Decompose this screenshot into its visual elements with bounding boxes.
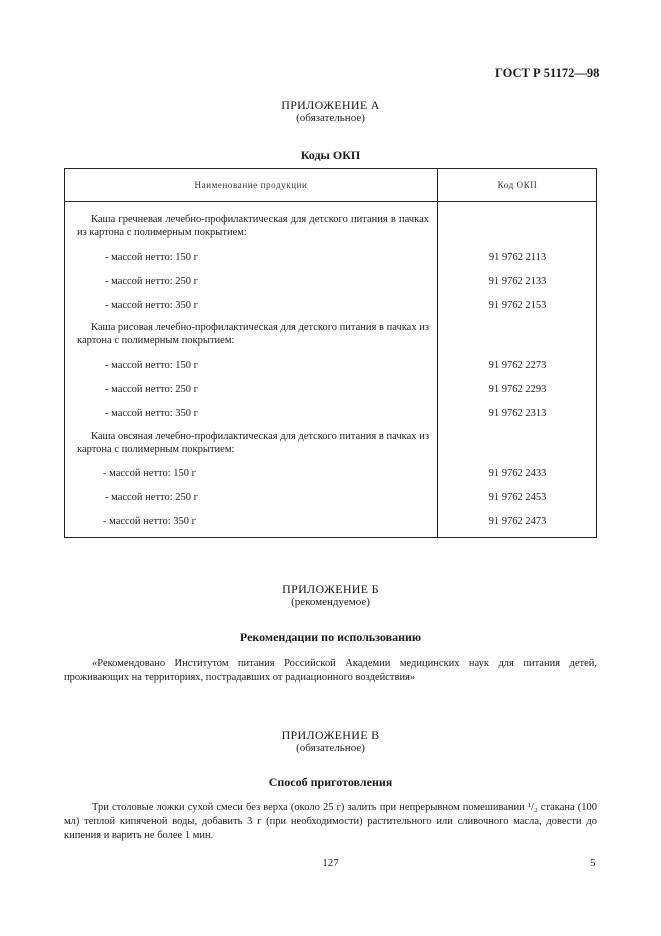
okp-table (64, 168, 597, 538)
table-column-divider (437, 169, 438, 537)
table-row-label: - массой нетто: 250 г (105, 276, 198, 287)
table-row-code: 91 9762 2313 (488, 408, 547, 419)
product-group-rice: Каша рисовая лечебно-профилактическая для детского питания в пачках из картона с полимерным покрытием: (77, 322, 429, 346)
table-row-code: 91 9762 2453 (488, 492, 547, 503)
table-row-label: - массой нетто: 350 г (103, 516, 196, 527)
appendix-a-title: ПРИЛОЖЕНИЕ А (281, 98, 380, 112)
appendix-a-subtitle: (обязательное) (296, 112, 365, 124)
table-row-code: 91 9762 2433 (488, 468, 547, 479)
table-row-code: 91 9762 2293 (488, 384, 547, 395)
table-row-label: - массой нетто: 150 г (105, 360, 198, 371)
table-row-label: - массой нетто: 250 г (105, 384, 198, 395)
table-row-code: 91 9762 2113 (488, 252, 547, 263)
sheet-number: 5 (590, 857, 596, 869)
page-number: 127 (322, 857, 339, 869)
appendix-b-title: ПРИЛОЖЕНИЕ Б (282, 582, 379, 596)
product-group-oat: Каша овсяная лечебно-профилактическая для детского питания в пачках из картона с полимерным покрытием: (77, 431, 429, 455)
table-row-label: - массой нетто: 350 г (105, 300, 198, 311)
table-row-label: - массой нетто: 150 г (103, 468, 196, 479)
appendix-c-title: ПРИЛОЖЕНИЕ В (281, 728, 380, 742)
appendix-b-subtitle: (рекомендуемое) (291, 596, 370, 608)
table-row-code: 91 9762 2133 (488, 276, 547, 287)
table-row-code: 91 9762 2473 (488, 516, 547, 527)
table-row-label: - массой нетто: 150 г (105, 252, 198, 263)
appendix-b-text: «Рекомендовано Институтом питания Российской Академии медицинских наук для питания детей, проживающих на территориях, пострадавших от радиационного воздействия» (64, 658, 597, 683)
table-row-label: - массой нетто: 250 г (105, 492, 198, 503)
table-header-code: Код ОКП (497, 180, 538, 190)
appendix-a-heading: Коды ОКП (300, 148, 361, 162)
appendix-c-subtitle: (обязательное) (296, 742, 365, 754)
product-group-buckwheat: Каша гречневая лечебно-профилактическая для детского питания в пачках из картона с полимерным покрытием: (77, 214, 429, 238)
table-row-code: 91 9762 2273 (488, 360, 547, 371)
table-header-divider (65, 201, 596, 202)
appendix-c-heading: Способ приготовления (268, 775, 393, 789)
appendix-b-heading: Рекомендации по использованию (239, 630, 422, 644)
table-row-label: - массой нетто: 350 г (105, 408, 198, 419)
appendix-c-text: Три столовые ложки сухой смеси без верха (около 25 г) залить при непрерывном помешивании ¹/₂ стакана (100 мл) теплой кипяченой воды, добавить 3 г (при необходимости) растительного или сливочного масла, довести до кипения и варить не более 1 мин. (64, 802, 597, 841)
document-code: ГОСТ Р 51172—98 (495, 66, 600, 80)
table-row-code: 91 9762 2153 (488, 300, 547, 311)
table-header-name: Наименование продукции (194, 180, 308, 190)
